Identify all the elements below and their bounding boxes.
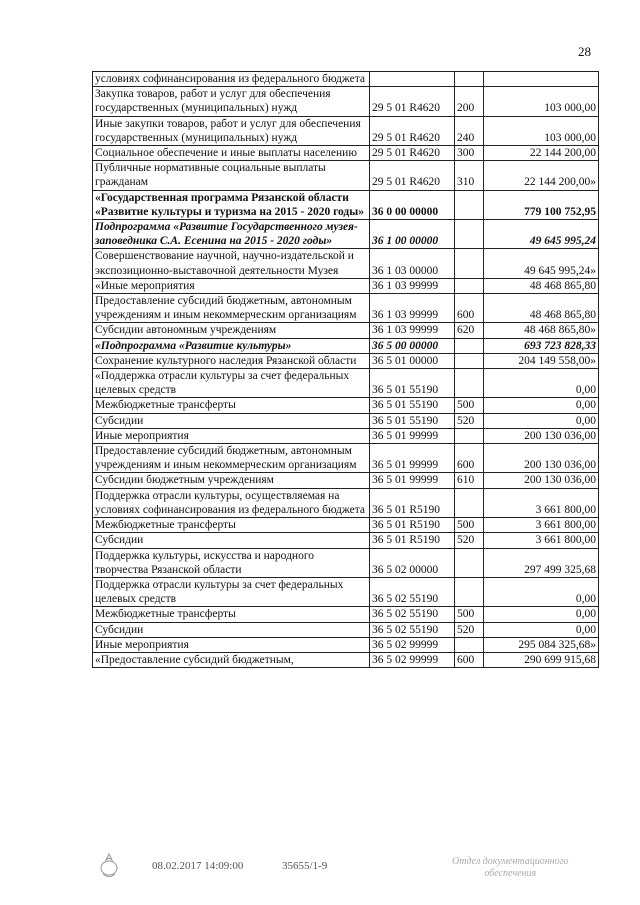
row-name-cell: Поддержка отрасли культуры за счет федеральных целевых средств bbox=[93, 577, 370, 606]
table-row bbox=[93, 249, 599, 278]
row-code-cell: 36 5 01 R5190 bbox=[370, 488, 455, 517]
row-sum-cell: 200 130 036,00 bbox=[484, 444, 599, 473]
row-type-cell: 520 bbox=[455, 533, 484, 548]
table-row bbox=[93, 548, 599, 577]
table-row bbox=[93, 87, 599, 116]
footer-logo-icon bbox=[98, 852, 120, 885]
row-name-cell: Предоставление субсидий бюджетным, автономным учреждениям и иным некоммерческим организациям bbox=[93, 294, 370, 323]
row-code-cell: 36 5 02 55190 bbox=[370, 607, 455, 622]
table-row bbox=[93, 146, 599, 161]
row-sum-cell: 693 723 828,33 bbox=[484, 338, 599, 353]
footer-stamp-line-2: обеспечения bbox=[484, 868, 537, 879]
budget-table bbox=[92, 71, 599, 668]
row-sum-cell: 48 468 865,80 bbox=[484, 278, 599, 293]
footer-stamp-line-1: Отдел документационного bbox=[452, 856, 569, 867]
row-code-cell bbox=[370, 72, 455, 87]
row-sum-cell: 200 130 036,00 bbox=[484, 428, 599, 443]
row-name-cell: Межбюджетные трансферты bbox=[93, 398, 370, 413]
row-sum-cell: 0,00 bbox=[484, 369, 599, 398]
table-row bbox=[93, 161, 599, 190]
row-code-cell: 36 5 01 99999 bbox=[370, 444, 455, 473]
table-row bbox=[93, 220, 599, 249]
row-name-cell: «Подпрограмма «Развитие культуры» bbox=[93, 338, 370, 353]
row-sum-cell: 3 661 800,00 bbox=[484, 533, 599, 548]
row-name-cell: Социальное обеспечение и иные выплаты населению bbox=[93, 146, 370, 161]
row-code-cell: 36 5 01 55190 bbox=[370, 398, 455, 413]
row-code-cell: 36 5 01 R5190 bbox=[370, 518, 455, 533]
row-sum-cell: 204 149 558,00» bbox=[484, 353, 599, 368]
row-type-cell: 600 bbox=[455, 294, 484, 323]
footer-doc-number: 35655/1-9 bbox=[282, 860, 328, 872]
row-type-cell: 300 bbox=[455, 146, 484, 161]
row-type-cell: 610 bbox=[455, 473, 484, 488]
row-type-cell bbox=[455, 190, 484, 219]
row-type-cell bbox=[455, 72, 484, 87]
row-sum-cell: 297 499 325,68 bbox=[484, 548, 599, 577]
row-type-cell bbox=[455, 220, 484, 249]
table-row bbox=[93, 413, 599, 428]
table-row bbox=[93, 488, 599, 517]
table-row bbox=[93, 369, 599, 398]
row-name-cell: Иные закупки товаров, работ и услуг для обеспечения государственных (муниципальных) нужд bbox=[93, 116, 370, 145]
row-sum-cell: 779 100 752,95 bbox=[484, 190, 599, 219]
row-code-cell: 36 5 01 00000 bbox=[370, 353, 455, 368]
row-code-cell: 36 5 00 00000 bbox=[370, 338, 455, 353]
row-sum-cell: 49 645 995,24» bbox=[484, 249, 599, 278]
row-code-cell: 36 0 00 00000 bbox=[370, 190, 455, 219]
page-number: 28 bbox=[578, 44, 591, 59]
table-row bbox=[93, 607, 599, 622]
row-name-cell: Субсидии bbox=[93, 413, 370, 428]
row-name-cell: Межбюджетные трансферты bbox=[93, 518, 370, 533]
row-type-cell: 600 bbox=[455, 652, 484, 667]
row-name-cell: Сохранение культурного наследия Рязанской области bbox=[93, 353, 370, 368]
row-code-cell: 36 5 02 00000 bbox=[370, 548, 455, 577]
row-code-cell: 36 5 01 99999 bbox=[370, 428, 455, 443]
row-name-cell: Закупка товаров, работ и услуг для обеспечения государственных (муниципальных) нужд bbox=[93, 87, 370, 116]
row-type-cell bbox=[455, 548, 484, 577]
row-type-cell: 240 bbox=[455, 116, 484, 145]
table-row bbox=[93, 622, 599, 637]
row-code-cell: 29 5 01 R4620 bbox=[370, 161, 455, 190]
row-name-cell: Иные мероприятия bbox=[93, 637, 370, 652]
row-type-cell bbox=[455, 488, 484, 517]
table-row bbox=[93, 353, 599, 368]
table-row bbox=[93, 398, 599, 413]
row-code-cell: 36 5 01 55190 bbox=[370, 369, 455, 398]
table-row bbox=[93, 637, 599, 652]
row-sum-cell: 103 000,00 bbox=[484, 116, 599, 145]
row-name-cell: условиях софинансирования из федерального бюджета bbox=[93, 72, 370, 87]
row-type-cell bbox=[455, 369, 484, 398]
row-name-cell: Поддержка отрасли культуры, осуществляемая на условиях софинансирования из федерального бюджета bbox=[93, 488, 370, 517]
row-type-cell bbox=[455, 577, 484, 606]
row-name-cell: Подпрограмма «Развитие Государственного музея-заповедника С.А. Есенина на 2015 - 2020 годы» bbox=[93, 220, 370, 249]
row-type-cell: 310 bbox=[455, 161, 484, 190]
table-row bbox=[93, 190, 599, 219]
row-type-cell: 500 bbox=[455, 518, 484, 533]
table-row bbox=[93, 652, 599, 667]
row-name-cell: Субсидии bbox=[93, 622, 370, 637]
footer-date: 08.02.2017 14:09:00 bbox=[152, 860, 244, 872]
table-row bbox=[93, 338, 599, 353]
row-type-cell: 500 bbox=[455, 607, 484, 622]
row-type-cell bbox=[455, 338, 484, 353]
row-name-cell: Иные мероприятия bbox=[93, 428, 370, 443]
row-code-cell: 36 5 01 R5190 bbox=[370, 533, 455, 548]
row-sum-cell: 103 000,00 bbox=[484, 87, 599, 116]
row-name-cell: «Государственная программа Рязанской области «Развитие культуры и туризма на 2015 - 2020 годы» bbox=[93, 190, 370, 219]
row-sum-cell: 0,00 bbox=[484, 622, 599, 637]
row-type-cell bbox=[455, 278, 484, 293]
table-row bbox=[93, 444, 599, 473]
table-row bbox=[93, 72, 599, 87]
row-sum-cell: 22 144 200,00» bbox=[484, 161, 599, 190]
row-type-cell: 620 bbox=[455, 323, 484, 338]
row-code-cell: 36 5 01 99999 bbox=[370, 473, 455, 488]
row-code-cell: 36 1 03 99999 bbox=[370, 323, 455, 338]
row-sum-cell: 0,00 bbox=[484, 398, 599, 413]
row-code-cell: 36 1 03 00000 bbox=[370, 249, 455, 278]
row-type-cell bbox=[455, 353, 484, 368]
table-row bbox=[93, 518, 599, 533]
table-row bbox=[93, 473, 599, 488]
row-type-cell: 520 bbox=[455, 622, 484, 637]
footer-stamp bbox=[452, 856, 569, 880]
row-name-cell: Субсидии bbox=[93, 533, 370, 548]
row-type-cell: 600 bbox=[455, 444, 484, 473]
row-sum-cell: 22 144 200,00 bbox=[484, 146, 599, 161]
table-row bbox=[93, 533, 599, 548]
row-code-cell: 29 5 01 R4620 bbox=[370, 146, 455, 161]
row-code-cell: 36 1 03 99999 bbox=[370, 278, 455, 293]
row-code-cell: 36 5 02 99999 bbox=[370, 652, 455, 667]
table-row bbox=[93, 577, 599, 606]
row-code-cell: 29 5 01 R4620 bbox=[370, 116, 455, 145]
row-sum-cell: 48 468 865,80 bbox=[484, 294, 599, 323]
row-code-cell: 36 5 01 55190 bbox=[370, 413, 455, 428]
row-code-cell: 29 5 01 R4620 bbox=[370, 87, 455, 116]
budget-table-body bbox=[93, 72, 599, 668]
row-name-cell: «Предоставление субсидий бюджетным, bbox=[93, 652, 370, 667]
row-sum-cell bbox=[484, 72, 599, 87]
row-type-cell: 500 bbox=[455, 398, 484, 413]
row-sum-cell: 49 645 995,24 bbox=[484, 220, 599, 249]
row-name-cell: Предоставление субсидий бюджетным, автономным учреждениям и иным некоммерческим организациям bbox=[93, 444, 370, 473]
row-type-cell bbox=[455, 637, 484, 652]
row-name-cell: Субсидии автономным учреждениям bbox=[93, 323, 370, 338]
row-type-cell: 200 bbox=[455, 87, 484, 116]
table-row bbox=[93, 116, 599, 145]
table-row bbox=[93, 278, 599, 293]
row-name-cell: «Поддержка отрасли культуры за счет федеральных целевых средств bbox=[93, 369, 370, 398]
row-name-cell: Публичные нормативные социальные выплаты гражданам bbox=[93, 161, 370, 190]
row-name-cell: Межбюджетные трансферты bbox=[93, 607, 370, 622]
row-name-cell: Поддержка культуры, искусства и народного творчества Рязанской области bbox=[93, 548, 370, 577]
row-code-cell: 36 1 00 00000 bbox=[370, 220, 455, 249]
table-row bbox=[93, 323, 599, 338]
row-sum-cell: 295 084 325,68» bbox=[484, 637, 599, 652]
row-type-cell bbox=[455, 428, 484, 443]
row-name-cell: «Иные мероприятия bbox=[93, 278, 370, 293]
row-code-cell: 36 5 02 55190 bbox=[370, 622, 455, 637]
row-sum-cell: 48 468 865,80» bbox=[484, 323, 599, 338]
row-code-cell: 36 1 03 99999 bbox=[370, 294, 455, 323]
row-name-cell: Субсидии бюджетным учреждениям bbox=[93, 473, 370, 488]
table-row bbox=[93, 428, 599, 443]
row-sum-cell: 0,00 bbox=[484, 577, 599, 606]
row-code-cell: 36 5 02 55190 bbox=[370, 577, 455, 606]
row-name-cell: Совершенствование научной, научно-издательской и экспозиционно-выставочной деятельности Музея bbox=[93, 249, 370, 278]
row-type-cell: 520 bbox=[455, 413, 484, 428]
row-sum-cell: 0,00 bbox=[484, 607, 599, 622]
row-sum-cell: 290 699 915,68 bbox=[484, 652, 599, 667]
row-sum-cell: 0,00 bbox=[484, 413, 599, 428]
row-sum-cell: 3 661 800,00 bbox=[484, 488, 599, 517]
row-sum-cell: 3 661 800,00 bbox=[484, 518, 599, 533]
row-type-cell bbox=[455, 249, 484, 278]
row-code-cell: 36 5 02 99999 bbox=[370, 637, 455, 652]
row-sum-cell: 200 130 036,00 bbox=[484, 473, 599, 488]
table-row bbox=[93, 294, 599, 323]
